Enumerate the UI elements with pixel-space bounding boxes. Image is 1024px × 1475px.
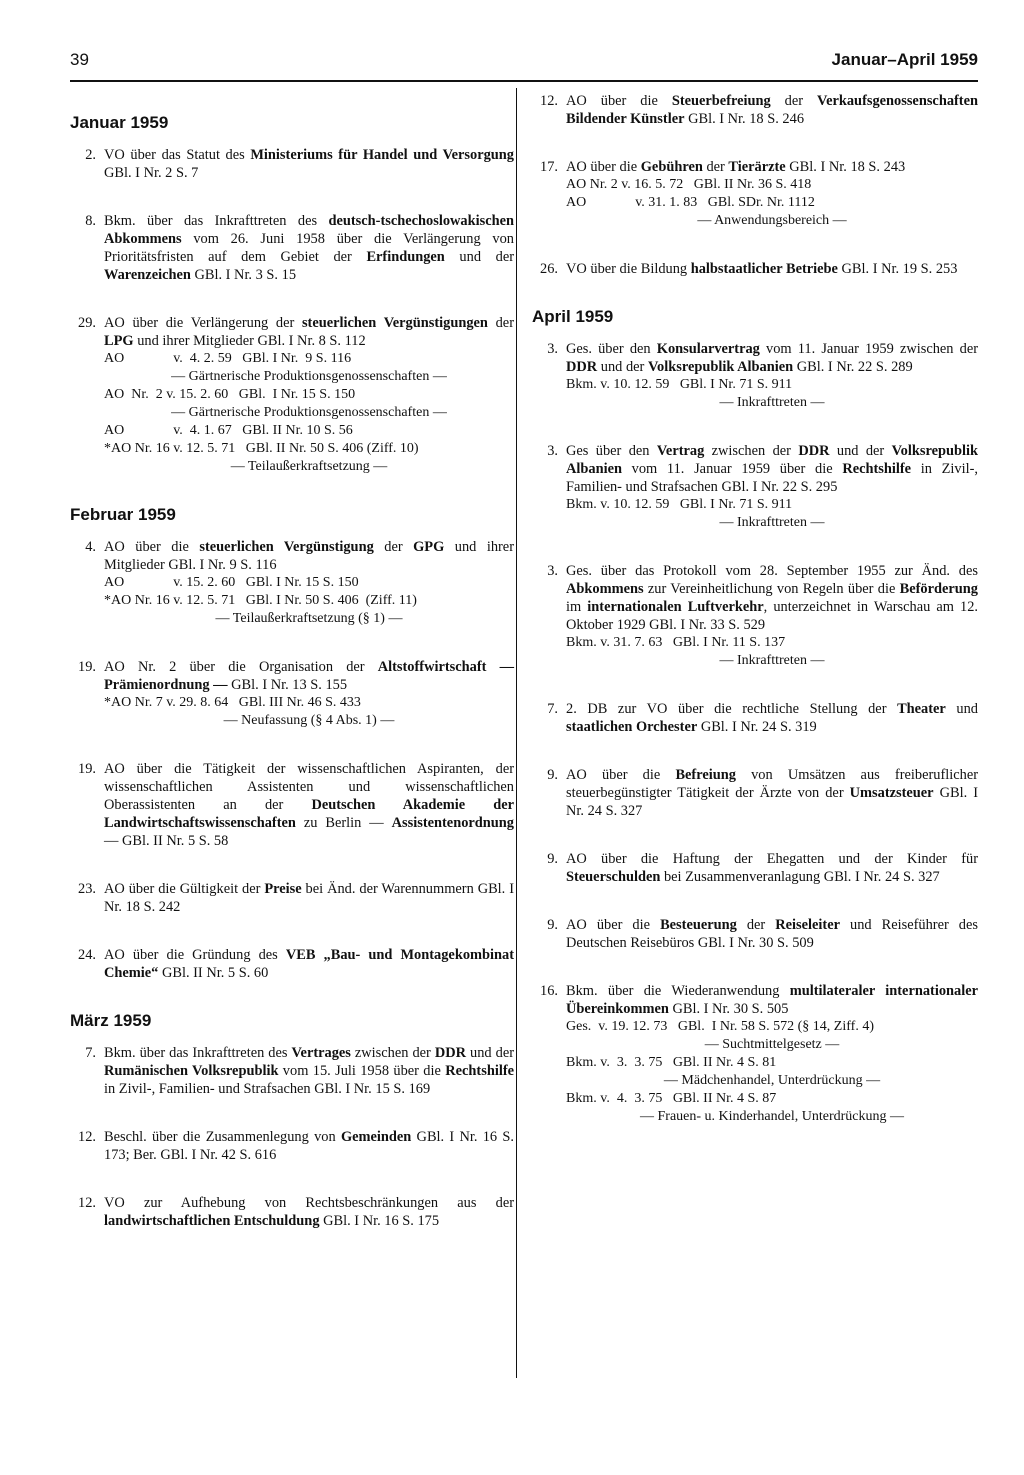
amendment-reference: AO v. 15. 2. 60 GBl. I Nr. 15 S. 150 (104, 575, 359, 590)
amendment-note: — Frauen- u. Kinderhandel, Unterdrückung — (640, 1109, 904, 1124)
section-heading: März 1959 (70, 1011, 152, 1030)
entry-text: AO über die Besteuerung der Reiseleiter und Reiseführer des Deutschen Reisebüros GBl. I Nr. 30 S. 509 (566, 917, 978, 951)
amendment-reference: Bkm. v. 4. 3. 75 GBl. II Nr. 4 S. 87 (566, 1091, 777, 1106)
amendment-reference: AO Nr. 2 v. 16. 5. 72 GBl. II Nr. 36 S. 418 (566, 177, 812, 192)
entry-day: 24. (78, 947, 96, 963)
law-entry (528, 442, 978, 532)
amendment-reference: Ges. v. 19. 12. 73 GBl. I Nr. 58 S. 572 (§ 14, Ziff. 4) (566, 1019, 874, 1034)
section-heading: April 1959 (532, 307, 614, 326)
entry-text: AO über die Gründung des VEB „Bau- und Montagekombinat Chemie“ GBl. II Nr. 5 S. 60 (104, 947, 514, 981)
amendment-note: — Anwendungsbereich — (697, 213, 847, 228)
amendment-reference: *AO Nr. 7 v. 29. 8. 64 GBl. III Nr. 46 S. 433 (104, 695, 361, 710)
entry-text: AO über die Verlängerung der steuerlichen Vergünstigungen der LPG und ihrer Mitglieder GBl. I Nr. 8 S. 112 (104, 315, 514, 349)
amendment-note: — Inkrafttreten — (719, 653, 825, 668)
amendment-reference: *AO Nr. 16 v. 12. 5. 71 GBl. II Nr. 50 S. 406 (Ziff. 10) (104, 441, 419, 456)
entry-text: VO über das Statut des Ministeriums für Handel und Versorgung GBl. I Nr. 2 S. 7 (104, 147, 514, 181)
amendment-reference: AO v. 4. 1. 67 GBl. II Nr. 10 S. 56 (104, 423, 353, 438)
entry-day: 19. (78, 659, 96, 675)
entry-day: 12. (78, 1129, 96, 1145)
section-heading: Januar 1959 (70, 113, 169, 132)
entry-day: 8. (85, 213, 96, 229)
entry-day: 7. (85, 1045, 96, 1061)
amendment-reference: *AO Nr. 16 v. 12. 5. 71 GBl. I Nr. 50 S. 406 (Ziff. 11) (104, 593, 417, 608)
entry-day: 19. (78, 761, 96, 777)
law-entry (66, 946, 514, 982)
header-rule (70, 80, 978, 82)
law-entry (66, 1128, 514, 1164)
amendment-reference: AO v. 31. 1. 83 GBl. SDr. Nr. 1112 (566, 195, 815, 210)
entry-day: 2. (85, 147, 96, 163)
entry-day: 3. (547, 341, 558, 357)
amendment-note: — Mädchenhandel, Unterdrückung — (663, 1073, 881, 1088)
law-entry (528, 158, 978, 230)
entry-day: 9. (547, 851, 558, 867)
entry-text: AO Nr. 2 über die Organisation der Altstoffwirtschaft — Prämienordnung — GBl. I Nr. 13 S. 155 (104, 659, 514, 693)
amendment-note: — Inkrafttreten — (719, 515, 825, 530)
entry-day: 4. (85, 539, 96, 555)
entry-text: AO über die Steuerbefreiung der Verkaufsgenossenschaften Bildender Künstler GBl. I Nr. 18 S. 246 (566, 93, 978, 127)
entry-day: 17. (540, 159, 558, 175)
entry-text: Bkm. über das Inkrafttreten des Vertrages zwischen der DDR und der Rumänischen Volksrepublik vom 15. Juli 1958 über die Rechtshilfe in Zivil-, Familien- und Strafsachen GBl. I Nr. 15 S. 169 (104, 1045, 515, 1097)
entry-text: AO über die Tätigkeit der wissenschaftlichen Aspiranten, der wissenschaftlichen Assistenten und wissenschaftlichen Oberassistenten an der Deutschen Akademie der Landwirtschaftswissenschaften zu Berlin — Assistentenordnung — GBl. II Nr. 5 S. 58 (104, 761, 514, 849)
page-number: 39 (70, 50, 89, 69)
law-entry (66, 760, 514, 850)
law-entry (66, 880, 514, 916)
left-column (66, 92, 514, 1260)
law-entry (528, 982, 978, 1126)
amendment-note: — Teilaußerkraftsetzung — (230, 459, 388, 474)
amendment-reference: AO Nr. 2 v. 15. 2. 60 GBl. I Nr. 15 S. 150 (104, 387, 356, 402)
entry-text: AO über die Befreiung von Umsätzen aus freiberuflicher steuerbegünstigter Tätigkeit der Ärzte von der Umsatzsteuer GBl. I Nr. 24 S. 327 (566, 767, 978, 819)
entry-text: AO über die Gültigkeit der Preise bei Änd. der Warennummern GBl. I Nr. 18 S. 242 (104, 881, 515, 915)
law-entry (528, 260, 978, 278)
entry-text: VO über die Bildung halbstaatlicher Betriebe GBl. I Nr. 19 S. 253 (566, 261, 958, 277)
entry-day: 9. (547, 767, 558, 783)
entry-day: 26. (540, 261, 558, 277)
law-entry (528, 850, 978, 886)
law-entry (528, 340, 978, 412)
amendment-note: — Gärtnerische Produktionsgenossenschaften — (171, 369, 447, 384)
entry-text: AO über die Gebühren der Tierärzte GBl. I Nr. 18 S. 243 (566, 159, 906, 175)
entry-day: 12. (540, 93, 558, 109)
amendment-reference: Bkm. v. 10. 12. 59 GBl. I Nr. 71 S. 911 (566, 377, 793, 392)
amendment-note: — Inkrafttreten — (719, 395, 825, 410)
entry-day: 29. (78, 315, 96, 331)
amendment-note: — Gärtnerische Produktionsgenossenschaften — (171, 405, 447, 420)
entry-day: 12. (78, 1195, 96, 1211)
law-entry (66, 658, 514, 730)
amendment-reference: AO v. 4. 2. 59 GBl. I Nr. 9 S. 116 (104, 351, 352, 366)
entry-day: 3. (547, 443, 558, 459)
right-column (528, 92, 978, 1156)
entry-text: 2. DB zur VO über die rechtliche Stellung der Theater und staatlichen Orchester GBl. I Nr. 24 S. 319 (566, 701, 978, 735)
law-entry (528, 916, 978, 952)
column-divider (516, 88, 517, 1378)
law-entry (528, 92, 978, 128)
entry-text: AO über die Haftung der Ehegatten und der Kinder für Steuerschulden bei Zusammenveranlagung GBl. I Nr. 24 S. 327 (566, 851, 978, 885)
entry-day: 3. (547, 563, 558, 579)
amendment-note: — Suchtmittelgesetz — (704, 1037, 840, 1052)
law-entry (528, 562, 978, 670)
amendment-reference: Bkm. v. 10. 12. 59 GBl. I Nr. 71 S. 911 (566, 497, 793, 512)
entry-day: 9. (547, 917, 558, 933)
entry-day: 23. (78, 881, 96, 897)
law-entry (66, 314, 514, 476)
law-entry (66, 212, 514, 284)
law-entry (66, 538, 514, 628)
amendment-reference: Bkm. v. 3. 3. 75 GBl. II Nr. 4 S. 81 (566, 1055, 777, 1070)
law-entry (66, 1044, 514, 1098)
law-entry (66, 146, 514, 182)
law-entry (528, 700, 978, 736)
entry-text: Bkm. über die Wiederanwendung multilateraler internationaler Übereinkommen GBl. I Nr. 30 S. 505 (566, 983, 978, 1017)
entry-text: Ges. über den Konsularvertrag vom 11. Januar 1959 zwischen der DDR und der Volksrepublik Albanien GBl. I Nr. 22 S. 289 (566, 341, 978, 375)
law-entry (66, 1194, 514, 1230)
entry-text: Ges über den Vertrag zwischen der DDR und der Volksrepublik Albanien vom 11. Januar 1959 über die Rechtshilfe in Zivil-, Familien- und Strafsachen GBl. I Nr. 22 S. 295 (566, 443, 978, 495)
entry-text: AO über die steuerlichen Vergünstigung der GPG und ihrer Mitglieder GBl. I Nr. 9 S. 116 (104, 539, 514, 573)
entry-text: Ges. über das Protokoll vom 28. September 1955 zur Änd. des Abkommens zur Vereinheitlichung von Regeln über die Beförderung im internationalen Luftverkehr, unterzeichnet in Warschau am 12. Oktober 1929 GBl. I Nr. 33 S. 529 (566, 563, 978, 633)
amendment-note: — Neufassung (§ 4 Abs. 1) — (223, 713, 395, 728)
page-header (70, 50, 978, 84)
page-date-range: Januar–April 1959 (831, 50, 978, 69)
section-heading: Februar 1959 (70, 505, 176, 524)
entry-day: 16. (540, 983, 558, 999)
entry-text: Bkm. über das Inkrafttreten des deutsch-tschechoslowakischen Abkommens vom 26. Juni 1958 über die Verlängerung von Prioritätsfristen auf dem Gebiet der Erfindungen und der Warenzeichen GBl. I Nr. 3 S. 15 (104, 213, 514, 283)
law-entry (528, 766, 978, 820)
entry-text: VO zur Aufhebung von Rechtsbeschränkungen aus der landwirtschaftlichen Entschuldung GBl. I Nr. 16 S. 175 (104, 1195, 514, 1229)
amendment-reference: Bkm. v. 31. 7. 63 GBl. I Nr. 11 S. 137 (566, 635, 786, 650)
entry-day: 7. (547, 701, 558, 717)
amendment-note: — Teilaußerkraftsetzung (§ 1) — (215, 611, 403, 626)
entry-text: Beschl. über die Zusammenlegung von Gemeinden GBl. I Nr. 16 S. 173; Ber. GBl. I Nr. 42 S. 616 (104, 1129, 514, 1163)
